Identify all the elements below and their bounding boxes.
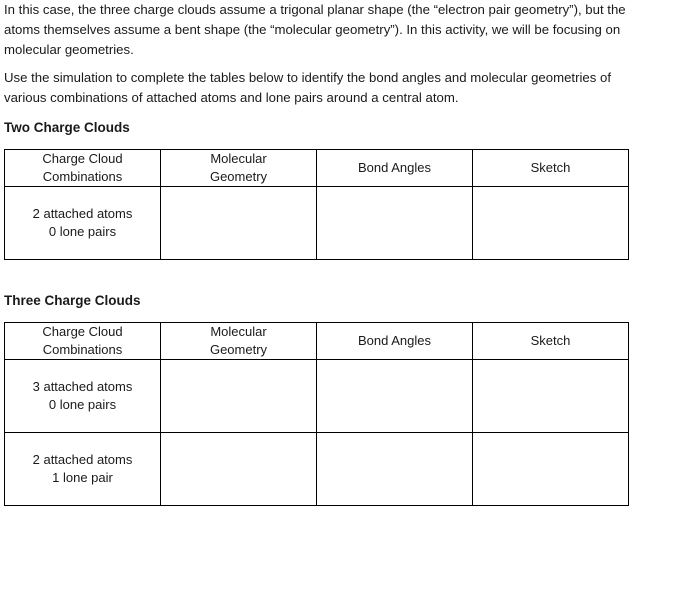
two-charge-clouds-table bbox=[4, 149, 629, 260]
header-text: Geometry bbox=[209, 169, 268, 184]
combination-lone-pairs: 0 lone pairs bbox=[48, 397, 117, 412]
table-header-row bbox=[5, 150, 629, 187]
intro-paragraph-1: In this case, the three charge clouds assume a trigonal planar shape (the “electron pair geometry”), but the atoms themselves assume a bent shape (the “molecular geometry”). In this activity, we will be focusing on molecular geometries. bbox=[4, 2, 626, 57]
two-charge-clouds-heading: Two Charge Clouds bbox=[4, 120, 130, 135]
combination-cell bbox=[5, 433, 161, 506]
header-molecular-geometry bbox=[161, 150, 317, 187]
combination-atoms: 3 attached atoms bbox=[32, 379, 133, 394]
header-text: Combinations bbox=[42, 169, 123, 184]
molecular-geometry-cell[interactable] bbox=[161, 360, 317, 433]
header-bond-angles: Bond Angles bbox=[317, 150, 473, 187]
header-sketch: Sketch bbox=[473, 323, 629, 360]
table-row bbox=[5, 433, 629, 506]
three-charge-clouds-heading: Three Charge Clouds bbox=[4, 293, 141, 308]
table-row bbox=[5, 360, 629, 433]
header-text: Combinations bbox=[42, 342, 123, 357]
bond-angles-cell[interactable] bbox=[317, 433, 473, 506]
combination-atoms: 2 attached atoms bbox=[32, 452, 133, 467]
combination-cell bbox=[5, 187, 161, 260]
molecular-geometry-cell[interactable] bbox=[161, 187, 317, 260]
sketch-cell[interactable] bbox=[473, 187, 629, 260]
header-text: Charge Cloud bbox=[42, 324, 123, 339]
header-charge-cloud-combinations bbox=[5, 323, 161, 360]
header-sketch: Sketch bbox=[473, 150, 629, 187]
header-text: Molecular bbox=[210, 151, 267, 166]
header-text: Geometry bbox=[209, 342, 268, 357]
intro-paragraph-2: Use the simulation to complete the tables below to identify the bond angles and molecular geometries of various combinations of attached atoms and lone pairs around a central atom. bbox=[4, 70, 611, 105]
sketch-cell[interactable] bbox=[473, 433, 629, 506]
bond-angles-cell[interactable] bbox=[317, 187, 473, 260]
table-header-row bbox=[5, 323, 629, 360]
header-text: Molecular bbox=[210, 324, 267, 339]
sketch-cell[interactable] bbox=[473, 360, 629, 433]
table-row bbox=[5, 187, 629, 260]
header-molecular-geometry bbox=[161, 323, 317, 360]
molecular-geometry-cell[interactable] bbox=[161, 433, 317, 506]
bond-angles-cell[interactable] bbox=[317, 360, 473, 433]
combination-lone-pairs: 0 lone pairs bbox=[48, 224, 117, 239]
combination-atoms: 2 attached atoms bbox=[32, 206, 133, 221]
header-text: Charge Cloud bbox=[42, 151, 123, 166]
header-bond-angles: Bond Angles bbox=[317, 323, 473, 360]
three-charge-clouds-table bbox=[4, 322, 629, 506]
combination-cell bbox=[5, 360, 161, 433]
combination-lone-pairs: 1 lone pair bbox=[52, 470, 113, 485]
header-charge-cloud-combinations bbox=[5, 150, 161, 187]
